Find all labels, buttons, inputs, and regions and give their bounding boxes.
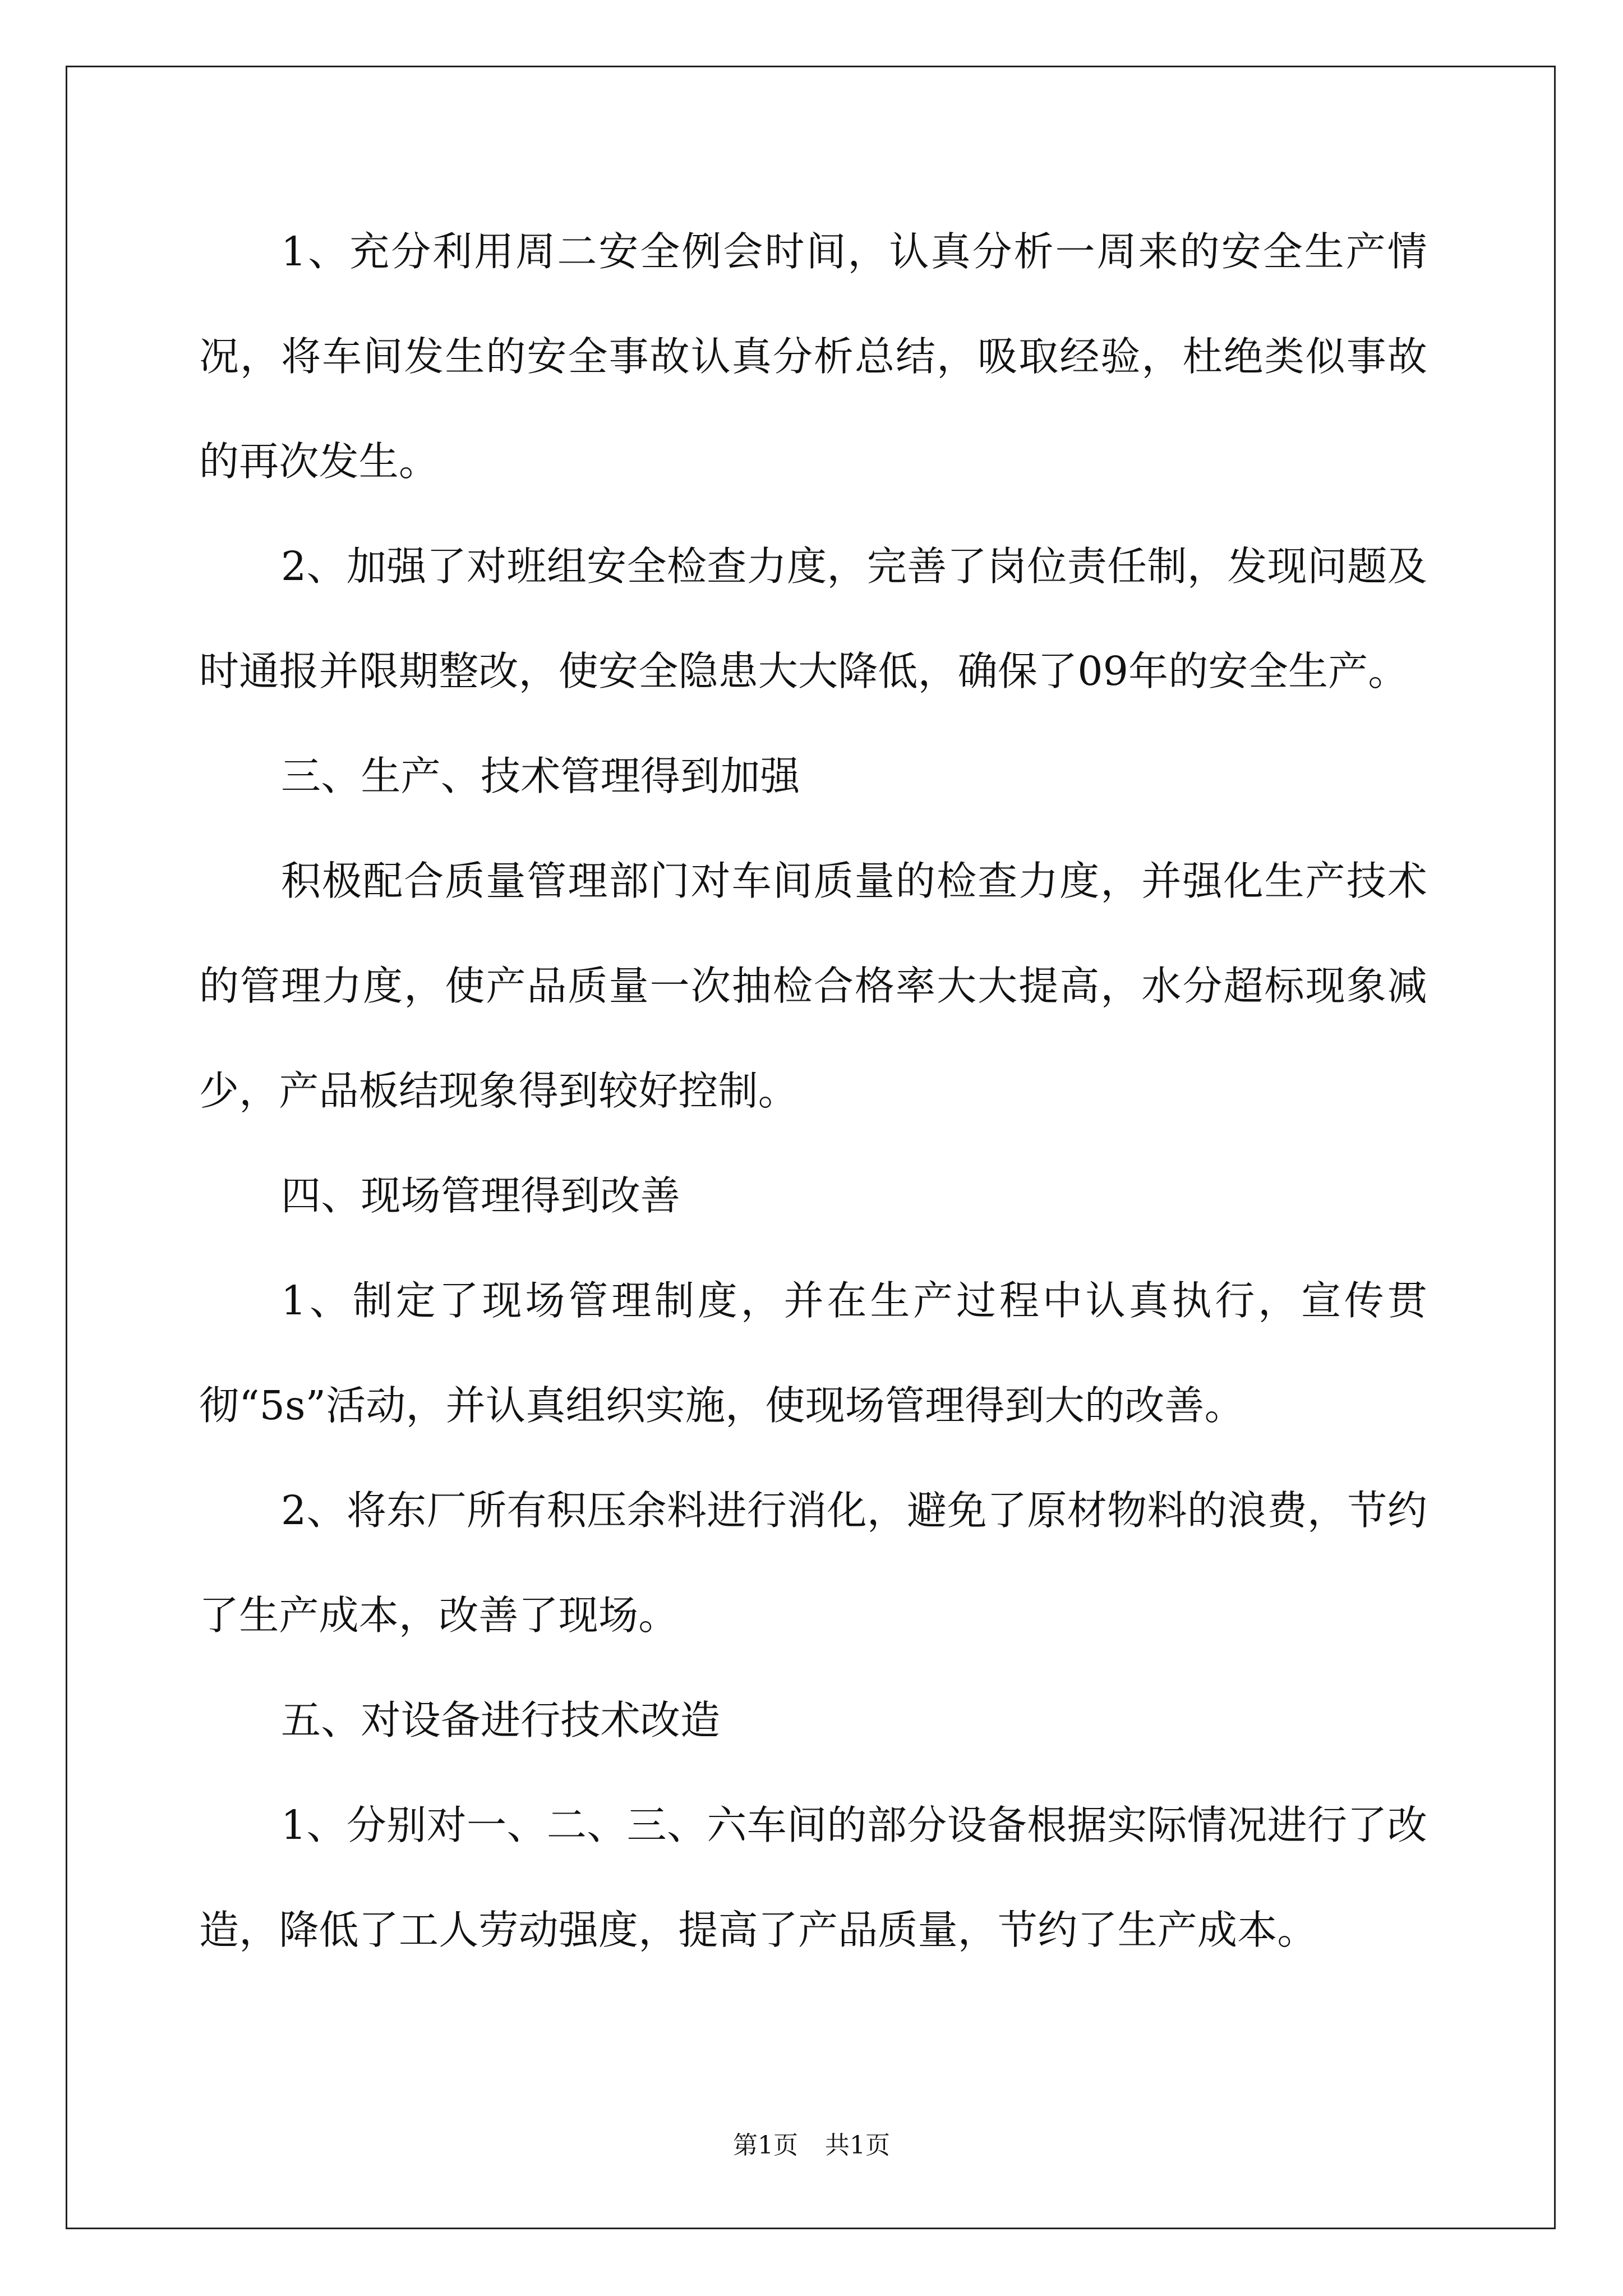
page-total: 共1页 bbox=[825, 2131, 890, 2160]
section-heading-site-management: 四、现场管理得到改善 bbox=[281, 1172, 681, 1219]
section-heading-production-tech: 三、生产、技术管理得到加强 bbox=[281, 753, 800, 799]
section-heading-equipment-upgrade: 五、对设备进行技术改造 bbox=[281, 1697, 721, 1743]
paragraph-surplus-material: 2、将东厂所有积压余料进行消化，避免了原材物料的浪费，节约了生产成本，改善了现场。 bbox=[199, 1487, 1427, 1639]
page-footer bbox=[0, 2129, 1623, 2162]
paragraph-team-inspection: 2、加强了对班组安全检查力度，完善了岗位责任制，发现问题及时通报并限期整改，使安全隐患大大降低，确保了09年的安全生产。 bbox=[199, 543, 1427, 694]
paragraph-equipment-retrofit: 1、分别对一、二、三、六车间的部分设备根据实际情况进行了改造，降低了工人劳动强度，提高了产品质量，节约了生产成本。 bbox=[199, 1802, 1427, 1953]
paragraph-safety-meeting: 1、充分利用周二安全例会时间，认真分析一周来的安全生产情况，将车间发生的安全事故认真分析总结，吸取经验，杜绝类似事故的再次发生。 bbox=[199, 228, 1427, 485]
paragraph-5s-activity: 1、制定了现场管理制度，并在生产过程中认真执行，宣传贯彻“5s”活动，并认真组织实施，使现场管理得到大的改善。 bbox=[199, 1277, 1427, 1429]
page-number: 第1页 bbox=[733, 2131, 798, 2160]
paragraph-quality-control: 积极配合质量管理部门对车间质量的检查力度，并强化生产技术的管理力度，使产品质量一次抽检合格率大大提高，水分超标现象减少，产品板结现象得到较好控制。 bbox=[199, 858, 1427, 1114]
document-body bbox=[199, 199, 1427, 1982]
